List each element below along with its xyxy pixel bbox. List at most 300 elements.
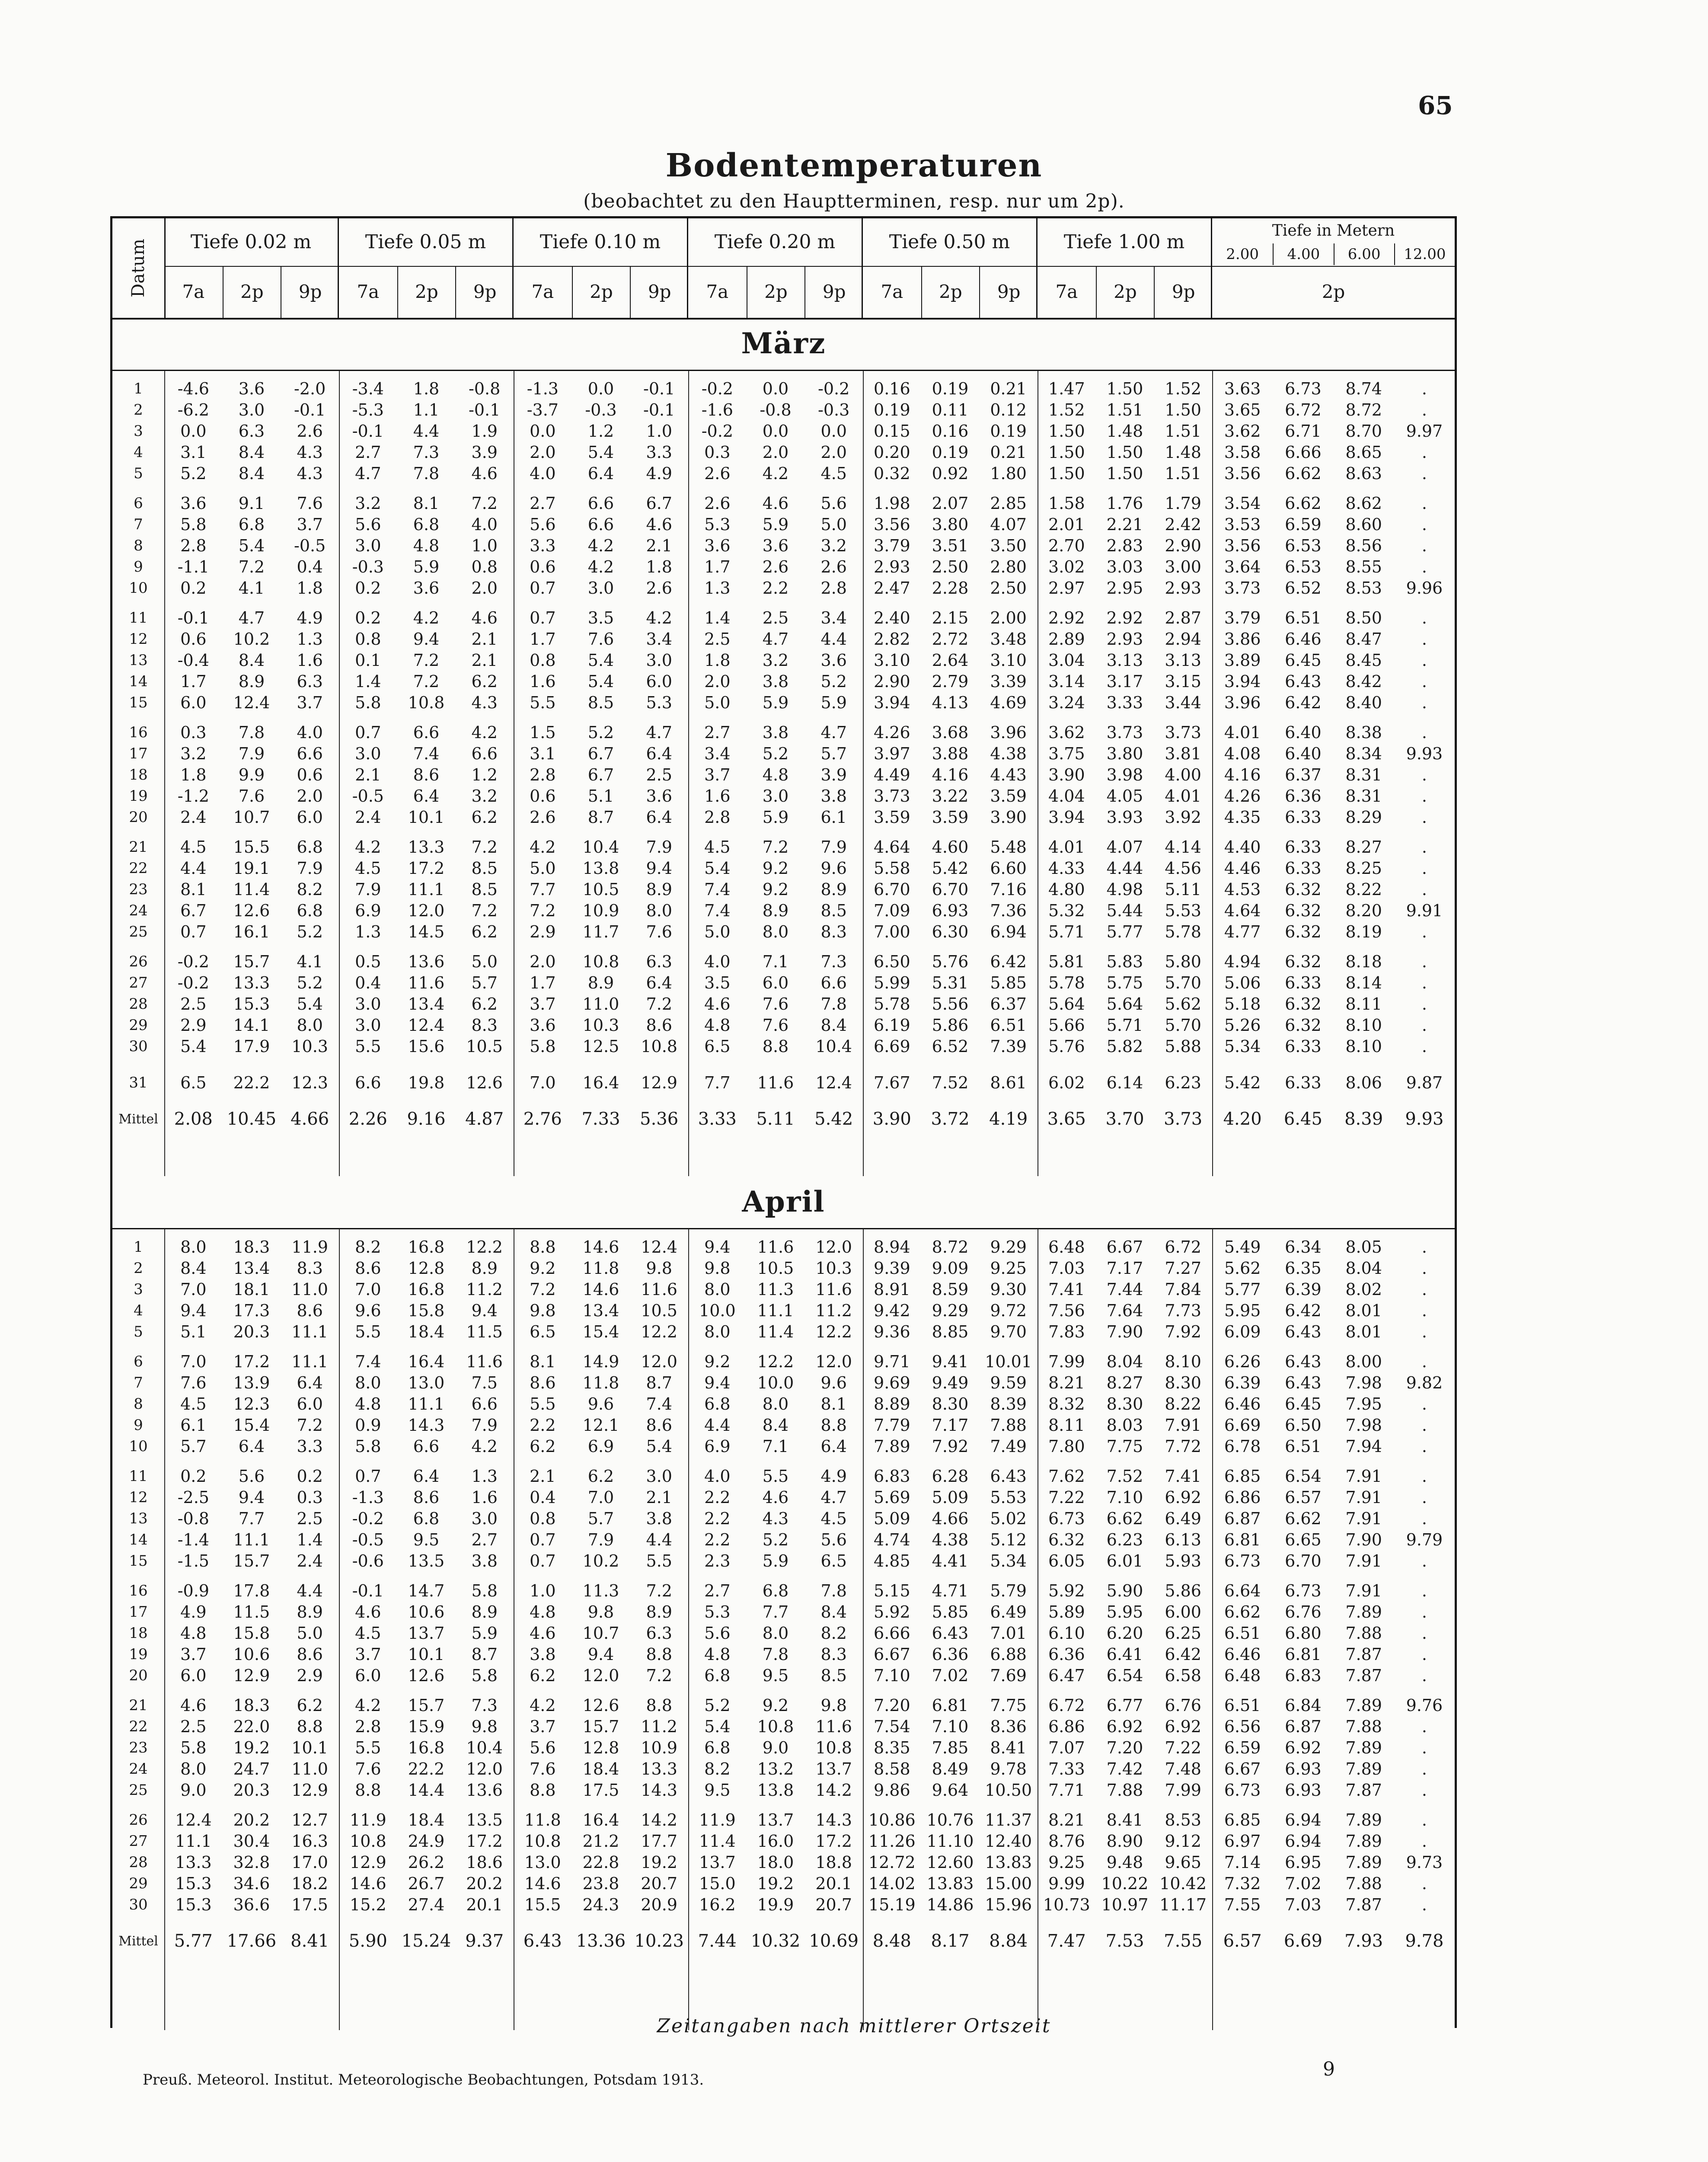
value-cell: 12.6 bbox=[233, 901, 270, 920]
value-cell: 5.7 bbox=[587, 1509, 614, 1528]
value-cell: 8.6 bbox=[413, 1488, 440, 1507]
value-cell: 4.2 bbox=[530, 1696, 556, 1715]
value-cell: 3.73 bbox=[1106, 723, 1143, 742]
value-cell: 7.87 bbox=[1345, 1666, 1382, 1685]
depth-group-header bbox=[863, 218, 1038, 318]
value-cell: 8.3 bbox=[471, 1016, 498, 1035]
deep-depth-label: 12.00 bbox=[1394, 243, 1455, 265]
value-cell: 6.4 bbox=[413, 1467, 440, 1486]
value-cell: 14.6 bbox=[582, 1280, 619, 1299]
value-cell: 15.7 bbox=[582, 1717, 619, 1736]
value-cell: 9.2 bbox=[762, 859, 789, 878]
value-cell: 8.25 bbox=[1345, 859, 1382, 878]
value-cell: 0.1 bbox=[355, 651, 381, 670]
value-cell: 4.98 bbox=[1106, 880, 1143, 899]
value-cell: . bbox=[1421, 1602, 1427, 1622]
value-cell: 5.4 bbox=[180, 1037, 207, 1056]
value-cell: 4.0 bbox=[471, 515, 498, 534]
value-cell: 5.42 bbox=[1224, 1073, 1261, 1092]
value-cell: 11.0 bbox=[291, 1280, 328, 1299]
value-cell: 5.62 bbox=[1224, 1259, 1261, 1278]
value-cell: 11.0 bbox=[582, 995, 619, 1014]
value-cell: 7.5 bbox=[471, 1373, 498, 1392]
value-cell: 5.71 bbox=[1048, 922, 1085, 941]
value-cell: 2.0 bbox=[530, 952, 556, 971]
value-cell: 13.9 bbox=[233, 1373, 270, 1392]
table-row bbox=[112, 1015, 1455, 1036]
value-cell: . bbox=[1421, 1874, 1427, 1893]
value-cell: 0.7 bbox=[530, 608, 556, 627]
value-cell: 3.81 bbox=[1165, 744, 1201, 763]
value-cell: 8.63 bbox=[1345, 464, 1382, 483]
value-cell: 4.4 bbox=[646, 1530, 672, 1549]
value-cell: 4.16 bbox=[932, 765, 969, 784]
value-cell: 5.77 bbox=[1106, 922, 1143, 941]
value-cell: 1.9 bbox=[471, 422, 498, 441]
value-cell: 6.77 bbox=[1106, 1696, 1143, 1715]
value-cell: 4.4 bbox=[180, 859, 207, 878]
value-cell: 7.67 bbox=[874, 1073, 910, 1092]
value-cell: 9.49 bbox=[932, 1373, 969, 1392]
value-cell: 18.6 bbox=[466, 1853, 503, 1872]
value-cell: 9.8 bbox=[471, 1717, 498, 1736]
day-cell: 1 bbox=[134, 380, 143, 397]
value-cell: 4.3 bbox=[471, 693, 498, 712]
value-cell: 20.1 bbox=[815, 1874, 852, 1893]
value-cell: 2.79 bbox=[932, 672, 969, 691]
value-cell: -0.5 bbox=[294, 536, 326, 555]
value-cell: 4.33 bbox=[1048, 859, 1085, 878]
value-cell: . bbox=[1421, 1666, 1427, 1685]
value-cell: 6.73 bbox=[1224, 1781, 1261, 1800]
table-row bbox=[112, 1258, 1455, 1279]
value-cell: -0.2 bbox=[177, 952, 209, 971]
value-cell: 5.80 bbox=[1165, 952, 1201, 971]
time-label: 2p bbox=[572, 266, 630, 318]
value-cell: 0.16 bbox=[932, 422, 969, 441]
deep-depth-label: 6.00 bbox=[1334, 243, 1394, 265]
value-cell: 4.5 bbox=[355, 1624, 381, 1643]
value-cell: 12.3 bbox=[291, 1073, 328, 1092]
value-cell: 3.73 bbox=[1224, 579, 1261, 598]
value-cell: 8.0 bbox=[180, 1759, 207, 1778]
value-cell: 13.5 bbox=[408, 1551, 445, 1570]
value-cell: 6.94 bbox=[990, 922, 1027, 941]
value-cell: 8.90 bbox=[1106, 1832, 1143, 1851]
value-cell: 5.2 bbox=[297, 973, 323, 992]
mean-value: 7.44 bbox=[698, 1931, 737, 1951]
time-label: 9p bbox=[979, 266, 1038, 318]
table-row bbox=[112, 1072, 1455, 1094]
value-cell: 12.0 bbox=[466, 1759, 503, 1778]
value-cell: 8.2 bbox=[820, 1624, 847, 1643]
mean-value: 3.90 bbox=[872, 1109, 911, 1129]
value-cell: 7.10 bbox=[1106, 1488, 1143, 1507]
value-cell: 8.89 bbox=[874, 1394, 910, 1414]
day-cell: 22 bbox=[129, 860, 148, 877]
value-cell: 9.2 bbox=[762, 1696, 789, 1715]
month-title: April bbox=[742, 1185, 825, 1219]
value-cell: 11.6 bbox=[757, 1238, 794, 1257]
value-cell: 11.6 bbox=[815, 1280, 852, 1299]
table-row bbox=[112, 1602, 1455, 1623]
table-row bbox=[112, 1759, 1455, 1780]
day-cell: 8 bbox=[134, 1395, 143, 1413]
value-cell: 4.9 bbox=[180, 1602, 207, 1622]
value-cell: 6.46 bbox=[1285, 630, 1322, 649]
deep-depth-label: 2.00 bbox=[1226, 246, 1259, 263]
value-cell: 0.9 bbox=[355, 1416, 381, 1435]
value-cell: . bbox=[1421, 787, 1427, 806]
value-cell: 3.50 bbox=[990, 536, 1027, 555]
value-cell: 6.4 bbox=[238, 1437, 265, 1456]
day-cell: 30 bbox=[129, 1896, 148, 1913]
value-cell: 7.3 bbox=[471, 1696, 498, 1715]
value-cell: 2.5 bbox=[297, 1509, 323, 1528]
value-cell: 6.6 bbox=[820, 973, 847, 992]
mean-row bbox=[112, 1109, 1455, 1130]
value-cell: 5.4 bbox=[704, 859, 731, 878]
value-cell: 11.9 bbox=[699, 1810, 736, 1829]
value-cell: 1.80 bbox=[990, 464, 1027, 483]
value-cell: 16.0 bbox=[757, 1832, 794, 1851]
value-cell: . bbox=[1421, 608, 1427, 627]
value-cell: 8.56 bbox=[1345, 536, 1382, 555]
time-label: 2p bbox=[747, 266, 805, 318]
mean-value: 4.66 bbox=[291, 1109, 329, 1129]
value-cell: 1.50 bbox=[1165, 400, 1201, 419]
value-cell: 1.47 bbox=[1048, 379, 1085, 398]
value-cell: 6.45 bbox=[1285, 1394, 1322, 1414]
value-cell: 8.14 bbox=[1345, 973, 1382, 992]
value-cell: 8.9 bbox=[238, 672, 265, 691]
value-cell: 6.5 bbox=[180, 1073, 207, 1092]
mean-value: 8.17 bbox=[931, 1931, 970, 1951]
value-cell: 6.6 bbox=[297, 744, 323, 763]
value-cell: 6.52 bbox=[932, 1037, 969, 1056]
value-cell: 8.10 bbox=[1165, 1352, 1201, 1371]
value-cell: -0.5 bbox=[352, 1530, 384, 1549]
value-cell: 2.50 bbox=[932, 557, 969, 576]
value-cell: 12.6 bbox=[582, 1696, 619, 1715]
value-cell: 6.67 bbox=[1224, 1759, 1261, 1778]
value-cell: 12.1 bbox=[582, 1416, 619, 1435]
value-cell: 8.00 bbox=[1345, 1352, 1382, 1371]
value-cell: 12.72 bbox=[868, 1853, 916, 1872]
value-cell: 4.6 bbox=[762, 494, 789, 513]
value-cell: 5.56 bbox=[932, 995, 969, 1014]
value-cell: 9.4 bbox=[587, 1645, 614, 1664]
value-cell: 24.7 bbox=[233, 1759, 270, 1778]
value-cell: 8.10 bbox=[1345, 1016, 1382, 1035]
value-cell: 8.6 bbox=[297, 1645, 323, 1664]
value-cell: 6.8 bbox=[297, 901, 323, 920]
value-cell: . bbox=[1421, 723, 1427, 742]
value-cell: 6.51 bbox=[1224, 1696, 1261, 1715]
value-cell: 13.2 bbox=[757, 1759, 794, 1778]
value-cell: 5.8 bbox=[530, 1037, 556, 1056]
value-cell: 7.8 bbox=[413, 464, 440, 483]
value-cell: 7.89 bbox=[1345, 1759, 1382, 1778]
value-cell: 4.26 bbox=[874, 723, 910, 742]
value-cell: 5.70 bbox=[1165, 1016, 1201, 1035]
value-cell: 0.7 bbox=[180, 922, 207, 941]
day-cell: 11 bbox=[129, 609, 148, 627]
value-cell: 9.8 bbox=[530, 1301, 556, 1320]
value-cell: . bbox=[1421, 859, 1427, 878]
value-cell: 8.8 bbox=[820, 1416, 847, 1435]
value-cell: 1.4 bbox=[355, 672, 381, 691]
value-cell: 3.94 bbox=[874, 693, 910, 712]
value-cell: 3.3 bbox=[530, 536, 556, 555]
value-cell: 1.58 bbox=[1048, 494, 1085, 513]
value-cell: 6.3 bbox=[646, 1624, 672, 1643]
value-cell: . bbox=[1421, 1467, 1427, 1486]
depth-label: Tiefe 0.20 m bbox=[688, 218, 862, 267]
value-cell: 4.2 bbox=[471, 1437, 498, 1456]
value-cell: 7.8 bbox=[820, 995, 847, 1014]
value-cell: 11.5 bbox=[233, 1602, 270, 1622]
value-cell: 2.3 bbox=[704, 1551, 731, 1570]
value-cell: 1.51 bbox=[1165, 422, 1201, 441]
value-cell: 5.3 bbox=[646, 693, 672, 712]
value-cell: 5.88 bbox=[1165, 1037, 1201, 1056]
value-cell: 12.6 bbox=[408, 1666, 445, 1685]
value-cell: 1.50 bbox=[1106, 443, 1143, 462]
value-cell: 8.94 bbox=[874, 1238, 910, 1257]
value-cell: 10.22 bbox=[1101, 1874, 1149, 1893]
month-section bbox=[112, 318, 1455, 1176]
value-cell: 6.58 bbox=[1165, 1666, 1201, 1685]
value-cell: 7.89 bbox=[1345, 1696, 1382, 1715]
value-cell: 7.2 bbox=[297, 1416, 323, 1435]
value-cell: 6.73 bbox=[1285, 1581, 1322, 1600]
day-cell: 7 bbox=[134, 516, 143, 533]
value-cell: 0.8 bbox=[471, 557, 498, 576]
value-cell: 0.3 bbox=[297, 1488, 323, 1507]
value-cell: 5.77 bbox=[1224, 1280, 1261, 1299]
value-cell: 5.02 bbox=[990, 1509, 1027, 1528]
value-cell: . bbox=[1421, 1832, 1427, 1851]
value-cell: 6.64 bbox=[1224, 1581, 1261, 1600]
value-cell: 9.78 bbox=[990, 1759, 1027, 1778]
page-number: 65 bbox=[1418, 91, 1453, 120]
value-cell: 6.37 bbox=[1285, 765, 1322, 784]
day-cell: 17 bbox=[129, 745, 148, 762]
value-cell: 3.96 bbox=[1224, 693, 1261, 712]
value-cell: 9.93 bbox=[1406, 744, 1443, 763]
value-cell: 6.39 bbox=[1224, 1373, 1261, 1392]
value-cell: 6.43 bbox=[1285, 672, 1322, 691]
value-cell: 17.2 bbox=[408, 859, 445, 878]
value-cell: 7.6 bbox=[530, 1759, 556, 1778]
value-cell: 4.43 bbox=[990, 765, 1027, 784]
value-cell: 10.1 bbox=[408, 808, 445, 827]
value-cell: 6.85 bbox=[1224, 1467, 1261, 1486]
value-cell: 2.7 bbox=[355, 443, 381, 462]
value-cell: 2.40 bbox=[874, 608, 910, 627]
value-cell: 4.80 bbox=[1048, 880, 1085, 899]
value-cell: 3.7 bbox=[704, 765, 731, 784]
value-cell: 8.18 bbox=[1345, 952, 1382, 971]
value-cell: -0.3 bbox=[352, 557, 384, 576]
value-cell: 20.7 bbox=[641, 1874, 677, 1893]
value-cell: 7.87 bbox=[1345, 1645, 1382, 1664]
value-cell: 7.10 bbox=[874, 1666, 910, 1685]
value-cell: 6.23 bbox=[1106, 1530, 1143, 1549]
value-cell: 11.0 bbox=[291, 1759, 328, 1778]
value-cell: 3.59 bbox=[932, 808, 969, 827]
value-cell: 5.0 bbox=[820, 515, 847, 534]
time-label: 9p bbox=[805, 266, 863, 318]
value-cell: 11.1 bbox=[175, 1832, 212, 1851]
value-cell: 2.2 bbox=[530, 1416, 556, 1435]
value-cell: 6.94 bbox=[1285, 1810, 1322, 1829]
value-cell: 5.09 bbox=[932, 1488, 969, 1507]
day-cell: 17 bbox=[129, 1603, 148, 1621]
value-cell: 2.90 bbox=[1165, 536, 1201, 555]
day-cell: 4 bbox=[134, 1302, 143, 1319]
value-cell: 14.6 bbox=[582, 1238, 619, 1257]
value-cell: 8.8 bbox=[646, 1696, 672, 1715]
value-cell: 4.4 bbox=[820, 630, 847, 649]
table-row bbox=[112, 1580, 1455, 1602]
value-cell: 5.1 bbox=[180, 1322, 207, 1341]
value-cell: 5.26 bbox=[1224, 1016, 1261, 1035]
value-cell: 9.97 bbox=[1406, 422, 1443, 441]
value-cell: 6.8 bbox=[238, 515, 265, 534]
value-cell: 3.0 bbox=[355, 536, 381, 555]
value-cell: 7.33 bbox=[1048, 1759, 1085, 1778]
value-cell: 13.83 bbox=[985, 1853, 1032, 1872]
value-cell: 5.90 bbox=[1106, 1581, 1143, 1600]
value-cell: 5.53 bbox=[990, 1488, 1027, 1507]
value-cell: 6.66 bbox=[1285, 443, 1322, 462]
value-cell: 12.2 bbox=[641, 1322, 677, 1341]
value-cell: 4.7 bbox=[355, 464, 381, 483]
value-cell: 9.2 bbox=[762, 880, 789, 899]
value-cell: 6.33 bbox=[1285, 1073, 1322, 1092]
value-cell: 18.3 bbox=[233, 1238, 270, 1257]
value-cell: 11.4 bbox=[699, 1832, 736, 1851]
value-cell: 3.14 bbox=[1048, 672, 1085, 691]
value-cell: 3.0 bbox=[646, 651, 672, 670]
value-cell: 6.23 bbox=[1165, 1073, 1201, 1092]
day-cell: 12 bbox=[129, 1489, 148, 1506]
value-cell: 20.9 bbox=[641, 1895, 677, 1914]
value-cell: 15.19 bbox=[868, 1895, 916, 1914]
value-cell: 7.9 bbox=[471, 1416, 498, 1435]
value-cell: 11.3 bbox=[582, 1581, 619, 1600]
value-cell: 4.5 bbox=[180, 838, 207, 857]
mean-value: 13.36 bbox=[576, 1931, 626, 1951]
value-cell: 5.09 bbox=[874, 1509, 910, 1528]
value-cell: 6.6 bbox=[587, 494, 614, 513]
depth-label: Tiefe 0.05 m bbox=[339, 218, 512, 267]
value-cell: 9.12 bbox=[1165, 1832, 1201, 1851]
value-cell: 0.11 bbox=[932, 400, 969, 419]
mean-label: Mittel bbox=[118, 1112, 158, 1127]
value-cell: 17.2 bbox=[466, 1832, 503, 1851]
value-cell: . bbox=[1421, 557, 1427, 576]
table-row bbox=[112, 1623, 1455, 1644]
value-cell: 5.9 bbox=[762, 693, 789, 712]
value-cell: 2.93 bbox=[874, 557, 910, 576]
mean-value: 5.77 bbox=[174, 1931, 213, 1951]
value-cell: 9.8 bbox=[820, 1696, 847, 1715]
value-cell: 7.0 bbox=[355, 1280, 381, 1299]
value-cell: 8.4 bbox=[820, 1016, 847, 1035]
table-row bbox=[112, 1487, 1455, 1508]
table-row bbox=[112, 994, 1455, 1015]
value-cell: 3.39 bbox=[990, 672, 1027, 691]
value-cell: 10.50 bbox=[985, 1781, 1032, 1800]
value-cell: 6.5 bbox=[704, 1037, 731, 1056]
value-cell: 7.48 bbox=[1165, 1759, 1201, 1778]
time-label: 7a bbox=[357, 281, 380, 302]
value-cell: 6.50 bbox=[1285, 1416, 1322, 1435]
value-cell: 6.53 bbox=[1285, 557, 1322, 576]
value-cell: -2.5 bbox=[177, 1488, 209, 1507]
value-cell: -0.8 bbox=[177, 1509, 209, 1528]
value-cell: 9.25 bbox=[1048, 1853, 1085, 1872]
value-cell: 6.57 bbox=[1285, 1488, 1322, 1507]
value-cell: 7.1 bbox=[762, 1437, 789, 1456]
value-cell: 16.4 bbox=[408, 1352, 445, 1371]
value-cell: 7.6 bbox=[355, 1759, 381, 1778]
value-cell: 8.04 bbox=[1345, 1259, 1382, 1278]
value-cell: -0.2 bbox=[701, 379, 733, 398]
value-cell: 1.51 bbox=[1165, 464, 1201, 483]
value-cell: 8.91 bbox=[874, 1280, 910, 1299]
value-cell: 9.91 bbox=[1406, 901, 1443, 920]
value-cell: 7.9 bbox=[355, 880, 381, 899]
value-cell: 5.31 bbox=[932, 973, 969, 992]
value-cell: 5.79 bbox=[990, 1581, 1027, 1600]
value-cell: 7.4 bbox=[646, 1394, 672, 1414]
value-cell: 8.31 bbox=[1345, 787, 1382, 806]
value-cell: 7.99 bbox=[1165, 1781, 1201, 1800]
value-cell: 1.3 bbox=[471, 1467, 498, 1486]
value-cell: 2.07 bbox=[932, 494, 969, 513]
value-cell: 2.6 bbox=[704, 464, 731, 483]
value-cell: -0.3 bbox=[585, 400, 617, 419]
value-cell: 7.62 bbox=[1048, 1467, 1085, 1486]
value-cell: 7.41 bbox=[1048, 1280, 1085, 1299]
value-cell: 12.8 bbox=[582, 1738, 619, 1757]
value-cell: 6.39 bbox=[1285, 1280, 1322, 1299]
value-cell: 7.02 bbox=[1285, 1874, 1322, 1893]
table-row bbox=[112, 692, 1455, 713]
value-cell: 22.0 bbox=[233, 1717, 270, 1736]
value-cell: 26.7 bbox=[408, 1874, 445, 1893]
value-cell: 7.44 bbox=[1106, 1280, 1143, 1299]
value-cell: 2.7 bbox=[704, 1581, 731, 1600]
value-cell: 20.2 bbox=[233, 1810, 270, 1829]
value-cell: . bbox=[1421, 1781, 1427, 1800]
value-cell: 3.94 bbox=[1224, 672, 1261, 691]
value-cell: 6.87 bbox=[1285, 1717, 1322, 1736]
value-cell: 2.0 bbox=[471, 579, 498, 598]
value-cell: 6.95 bbox=[1285, 1853, 1322, 1872]
value-cell: 7.55 bbox=[1224, 1895, 1261, 1914]
table-header bbox=[112, 218, 1455, 320]
value-cell: 8.31 bbox=[1345, 765, 1382, 784]
value-cell: 6.13 bbox=[1165, 1530, 1201, 1549]
value-cell: 5.4 bbox=[238, 536, 265, 555]
value-cell: 8.01 bbox=[1345, 1301, 1382, 1320]
value-cell: 4.2 bbox=[355, 838, 381, 857]
